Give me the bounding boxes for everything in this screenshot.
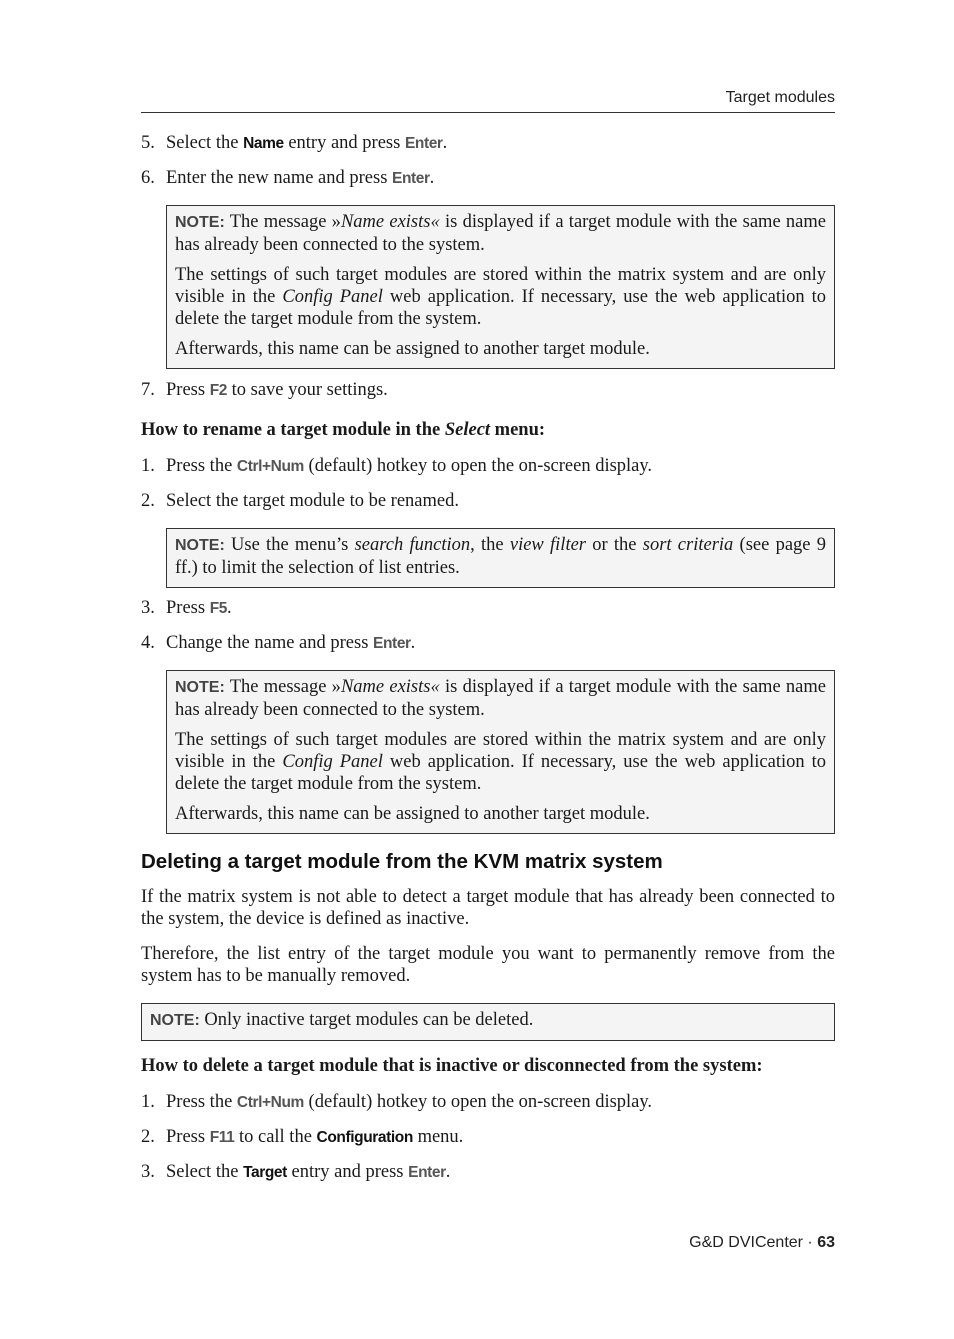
step-5: 5. Select the Name entry and press Enter. <box>141 133 448 153</box>
key-term: Ctrl+Num <box>236 458 304 475</box>
note-paragraph: The settings of such target modules are stored within the matrix system and are only visible in the Config Panel web application. If necessary, use the web application to delete the target module from the system. <box>175 265 826 329</box>
key-term: F2 <box>209 382 227 399</box>
key-term: Enter <box>404 135 443 152</box>
note-box <box>166 528 835 588</box>
delete-step-3: 3. Select the Target entry and press Enter. <box>141 1162 451 1182</box>
note-label: NOTE: <box>175 679 225 696</box>
key-term: F5 <box>209 600 227 617</box>
step-7: 7. Press F2 to save your settings. <box>141 380 388 400</box>
note-box <box>141 1003 835 1041</box>
rename-step-4: 4. Change the name and press Enter. <box>141 633 416 653</box>
delete-step-1: 1. Press the Ctrl+Num (default) hotkey to open the on-screen display. <box>141 1092 653 1112</box>
key-term: Enter <box>408 1164 446 1181</box>
note-paragraph: NOTE: The message »Name exists« is displayed if a target module with the same name has already been connected to the system. <box>175 677 826 720</box>
menu-term: Target <box>243 1164 287 1181</box>
step-6: 6. Enter the new name and press Enter. <box>141 168 435 188</box>
key-term: Ctrl+Num <box>236 1094 304 1111</box>
section-title: Deleting a target module from the KVM matrix system <box>141 850 663 873</box>
page-number: 63 <box>817 1234 835 1251</box>
menu-term: Name <box>243 135 284 152</box>
rename-step-1: 1. Press the Ctrl+Num (default) hotkey to open the on-screen display. <box>141 456 653 476</box>
key-term: F11 <box>209 1129 235 1146</box>
header-rule <box>141 112 835 113</box>
note-paragraph: Afterwards, this name can be assigned to another target module. <box>175 339 650 359</box>
note-paragraph: NOTE: Use the menu’s search function, the view filter or the sort criteria (see page 9 ff.) to limit the selection of list entries. <box>175 535 827 578</box>
delete-heading: How to delete a target module that is inactive or disconnected from the system: <box>141 1056 763 1076</box>
delete-step-2: 2. Press F11 to call the Configuration menu. <box>141 1127 464 1147</box>
key-term: Enter <box>373 635 411 652</box>
note-paragraph: NOTE: The message »Name exists« is displayed if a target module with the same name has already been connected to the system. <box>175 212 826 255</box>
rename-step-3: 3. Press F5. <box>141 598 232 618</box>
note-box <box>166 205 835 369</box>
paragraph: If the matrix system is not able to detect a target module that has already been connected to the system, the device is defined as inactive. <box>141 887 835 929</box>
running-header: Target modules <box>725 89 835 106</box>
note-box <box>166 670 835 834</box>
page-footer: G&D DVICenter · 63 <box>689 1234 835 1251</box>
note-paragraph: The settings of such target modules are stored within the matrix system and are only visible in the Config Panel web application. If necessary, use the web application to delete the target module from the system. <box>175 730 826 794</box>
note-label: NOTE: <box>175 537 225 554</box>
note-paragraph: Afterwards, this name can be assigned to another target module. <box>175 804 650 824</box>
rename-heading: How to rename a target module in the Select menu: <box>141 420 546 440</box>
paragraph: Therefore, the list entry of the target module you want to permanently remove from the system has to be manually removed. <box>141 944 835 986</box>
menu-term: Configuration <box>316 1129 413 1146</box>
note-paragraph: NOTE: Only inactive target modules can be deleted. <box>150 1010 534 1030</box>
key-term: Enter <box>392 170 430 187</box>
note-label: NOTE: <box>175 214 225 231</box>
rename-step-2: 2. Select the target module to be renamed. <box>141 491 459 511</box>
note-label: NOTE: <box>150 1012 200 1029</box>
